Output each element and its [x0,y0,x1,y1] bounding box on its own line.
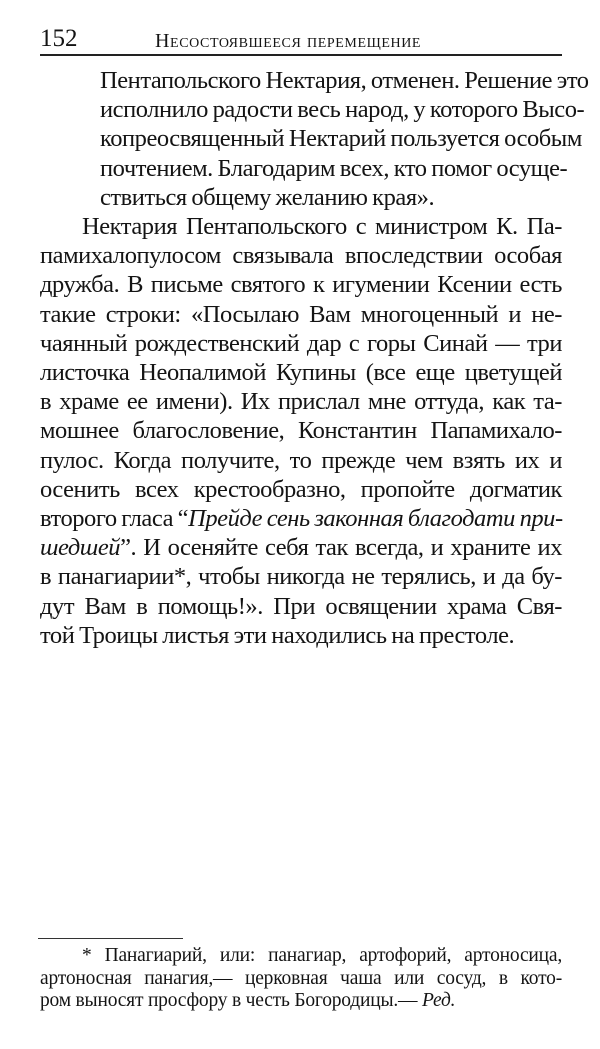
quote-block [100,66,589,212]
quote-line: исполнило радости весь народ, у которого Высо- [100,96,585,124]
quote-line: Пентапольского Нектария, отменен. Решение это [100,67,589,94]
line-text: ”. И осеняйте себя так всегда, и храните их [120,534,562,562]
paragraph-line: в панагиарии*, чтобы никогда не терялись, и да бу- [40,563,562,591]
paragraph-line: осенить всех крестообразно, пропойте догматик [40,475,562,503]
footnote [40,945,562,1013]
quote-line: копреосвященный Нектарий пользуется особым [100,125,582,153]
paragraph-line-with-italic [40,533,562,562]
footnote-line-with-italic [40,990,562,1013]
quote-line: ствиться общему желанию края». [100,183,435,211]
paragraph-line: дружба. В письме святого к игумении Ксении есть [40,271,562,299]
paragraph-line: памихалопулосом связывала впоследствии особая [40,242,562,270]
footnote-divider [38,938,183,939]
italic-dogmatik-title: шедшей [40,534,121,562]
italic-dogmatik-title: Прейде сень законная благодати при- [188,505,563,533]
paragraph-line: листочка Неопалимой Купины (все еще цветущей [40,359,562,387]
paragraph-line: Нектария Пентапольского с министром К. Па- [82,213,562,240]
quote-line: почтением. Благодарим всех, кто помог осуще- [100,154,568,182]
paragraph-line: дут Вам в помощь!». При освящении храма Свя- [40,592,562,620]
paragraph-line: мошнее благословение, Константин Папамихало- [40,417,562,445]
line-text: второго гласа “ [40,505,189,533]
paragraph-line: чаянный рождественский дар с горы Синай — три [40,329,562,357]
footnote-line: артоносная панагия,— церковная чаша или сосуд, в кото- [40,967,562,989]
body-paragraph [40,212,562,650]
paragraph-line: такие строки: «Посылаю Вам многоценный и не- [40,300,562,328]
running-title: Несостоявшееся перемещение [155,30,422,52]
paragraph-line-with-italic [40,504,562,533]
line-text: ром выносят просфору в честь Богородицы.— [40,990,423,1011]
footnote-line: * Панагиарий, или: панагиар, артофорий, артоносица, [82,945,562,966]
page-header [40,24,562,56]
paragraph-line: той Троицы листья эти находились на престоле. [40,621,515,649]
editor-note-mark: Ред. [422,990,456,1011]
paragraph-line: пулос. Когда получите, то прежде чем взять их и [40,446,562,474]
paragraph-line: в храме ее имени). Их прислал мне оттуда, как та- [40,388,562,416]
page-number: 152 [40,25,78,52]
